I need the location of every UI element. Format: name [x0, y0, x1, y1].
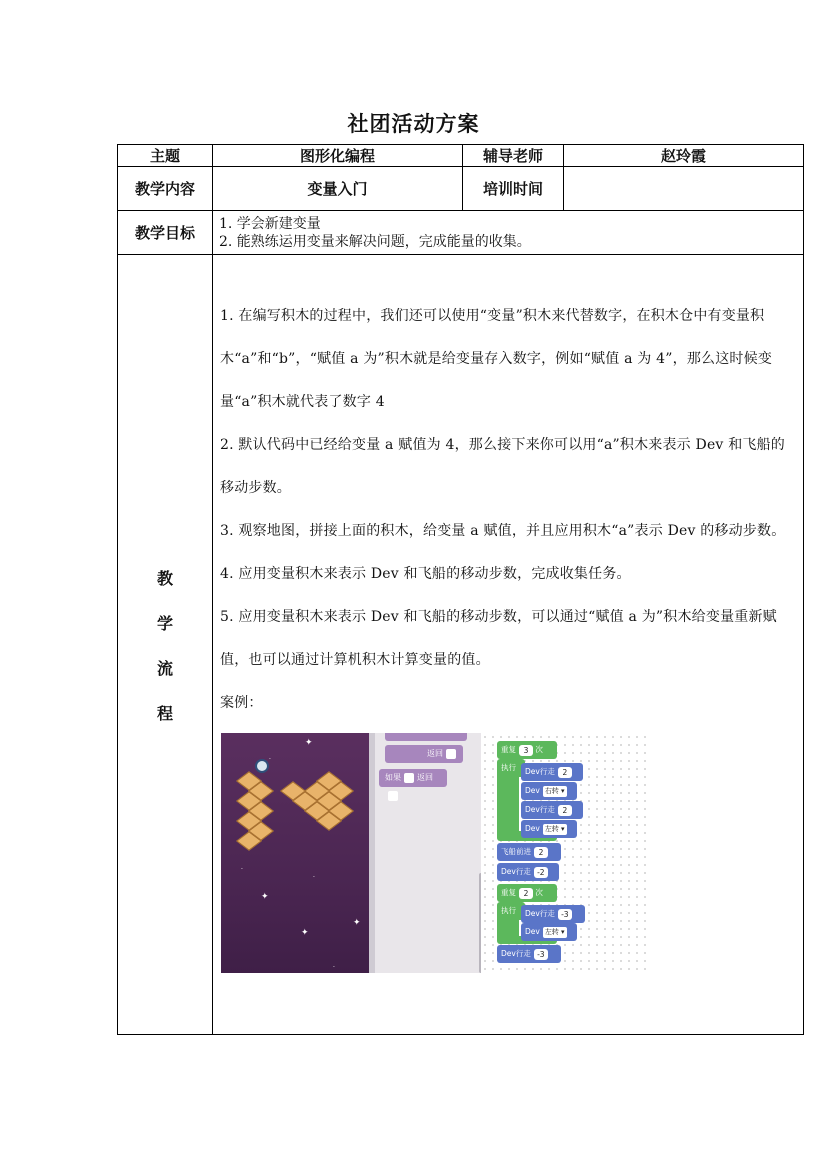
goals-list — [213, 211, 804, 255]
turn-dropdown[interactable]: 右转 ▾ — [544, 786, 565, 795]
move-value[interactable]: 2 — [558, 805, 572, 816]
topic-value: 图形化编程 — [213, 145, 463, 167]
process-label-char: 流 — [156, 658, 173, 678]
return-label: 返回 — [427, 749, 443, 758]
process-paragraph: 2. 默认代码中已经给变量 a 赋值为 4，那么接下来你可以用“a”积木来表示 Dev 和飞船的移动步数。 — [220, 437, 785, 496]
block-palette — [369, 733, 487, 973]
palette-block-if[interactable] — [379, 769, 447, 787]
star-icon: · — [269, 756, 271, 763]
value-slot — [446, 749, 456, 759]
dev-turn-label: Dev — [525, 927, 540, 936]
if-label: 如果 — [385, 773, 401, 782]
content-label: 教学内容 — [118, 167, 213, 211]
dev-move-block[interactable] — [497, 945, 561, 963]
ship-label: 飞船前进 — [501, 847, 531, 856]
teacher-value: 赵玲霞 — [564, 145, 804, 167]
move-value[interactable]: -3 — [534, 949, 548, 960]
goal-item: 1. 学会新建变量 — [219, 215, 321, 232]
times-label: 次 — [535, 888, 543, 897]
star-icon: ✦ — [261, 892, 269, 902]
content-value: 变量入门 — [213, 167, 463, 211]
star-icon: · — [333, 964, 335, 971]
star-icon: ✦ — [301, 928, 309, 938]
code-workspace — [481, 733, 651, 973]
process-label-char: 教 — [156, 568, 173, 588]
do-label: 执行 — [501, 763, 516, 772]
dev-move-label: Dev行走 — [525, 909, 555, 918]
process-label — [118, 255, 213, 1035]
dev-move-label: Dev行走 — [501, 867, 531, 876]
if-return-label: 返回 — [417, 773, 433, 782]
palette-block[interactable] — [385, 733, 467, 741]
left-turn-option: 左转 — [544, 824, 559, 833]
training-time-label: 培训时间 — [463, 167, 564, 211]
case-label: 案例： — [220, 695, 263, 711]
repeat-label: 重复 — [501, 745, 516, 754]
value-slot — [404, 773, 414, 783]
dev-turn-label: Dev — [525, 824, 540, 833]
goals-label: 教学目标 — [118, 211, 213, 255]
star-icon: ✦ — [305, 738, 313, 748]
dev-move-block[interactable] — [497, 863, 559, 881]
dev-move-label: Dev行走 — [525, 767, 555, 776]
repeat-block[interactable] — [497, 741, 557, 759]
dev-turn-label: Dev — [525, 786, 540, 795]
move-value[interactable]: 2 — [558, 767, 572, 778]
dev-move-block[interactable] — [521, 763, 583, 781]
training-time-value — [564, 167, 804, 211]
value-slot — [388, 791, 398, 801]
turn-dropdown[interactable]: 左转 ▾ — [544, 824, 565, 833]
dev-turn-block[interactable] — [521, 782, 577, 800]
process-paragraph: 4. 应用变量积木来表示 Dev 和飞船的移动步数，完成收集任务。 — [220, 566, 631, 582]
repeat-count[interactable]: 3 — [519, 745, 533, 756]
turn-dropdown[interactable]: 左转 ▾ — [544, 927, 565, 936]
rover-icon — [255, 759, 269, 773]
left-turn-option: 左转 — [544, 927, 559, 936]
topic-label: 主题 — [118, 145, 213, 167]
star-icon: · — [241, 866, 243, 873]
dev-turn-block[interactable] — [521, 923, 577, 941]
move-value[interactable]: -3 — [558, 909, 572, 920]
repeat-count[interactable]: 2 — [519, 888, 533, 899]
repeat-body-bar — [497, 773, 519, 835]
dev-move-label: Dev行走 — [525, 805, 555, 814]
process-content — [213, 255, 804, 1035]
ship-value[interactable]: 2 — [534, 847, 548, 858]
do-label: 执行 — [501, 906, 516, 915]
repeat-block[interactable] — [497, 884, 557, 902]
page-title: 社团活动方案 — [347, 111, 480, 136]
right-turn-option: 右转 — [544, 786, 559, 795]
dev-move-label: Dev行走 — [501, 949, 531, 958]
process-label-char: 学 — [156, 613, 173, 633]
ship-move-block[interactable] — [497, 843, 561, 861]
process-paragraph: 5. 应用变量积木来表示 Dev 和飞船的移动步数，可以通过“赋值 a 为”积木给变量重新赋值，也可以通过计算机积木计算变量的值。 — [220, 609, 777, 668]
example-screenshot — [221, 733, 651, 973]
process-label-char: 程 — [156, 703, 173, 723]
game-map — [221, 733, 369, 973]
activity-plan-table — [117, 144, 804, 1035]
star-icon: · — [313, 874, 315, 881]
repeat-label: 重复 — [501, 888, 516, 897]
times-label: 次 — [535, 745, 543, 754]
goal-item: 2. 能熟练运用变量来解决问题，完成能量的收集。 — [219, 233, 531, 250]
teacher-label: 辅导老师 — [463, 145, 564, 167]
process-paragraph: 1. 在编写积木的过程中，我们还可以使用“变量”积木来代替数字，在积木仓中有变量积木“a”和“b”，“赋值 a 为”积木就是给变量存入数字，例如“赋值 a 为 4”，那么这时候变量“a”积木就代表了数字 4 — [220, 308, 773, 410]
process-paragraph: 3. 观察地图，拼接上面的积木，给变量 a 赋值，并且应用积木“a”表示 Dev 的移动步数。 — [220, 523, 786, 539]
star-icon: ✦ — [353, 918, 361, 928]
move-value[interactable]: -2 — [534, 867, 548, 878]
dev-move-block[interactable] — [521, 801, 583, 819]
dev-turn-block[interactable] — [521, 820, 577, 838]
dev-move-block[interactable] — [521, 905, 585, 923]
palette-block-return[interactable] — [385, 745, 463, 763]
